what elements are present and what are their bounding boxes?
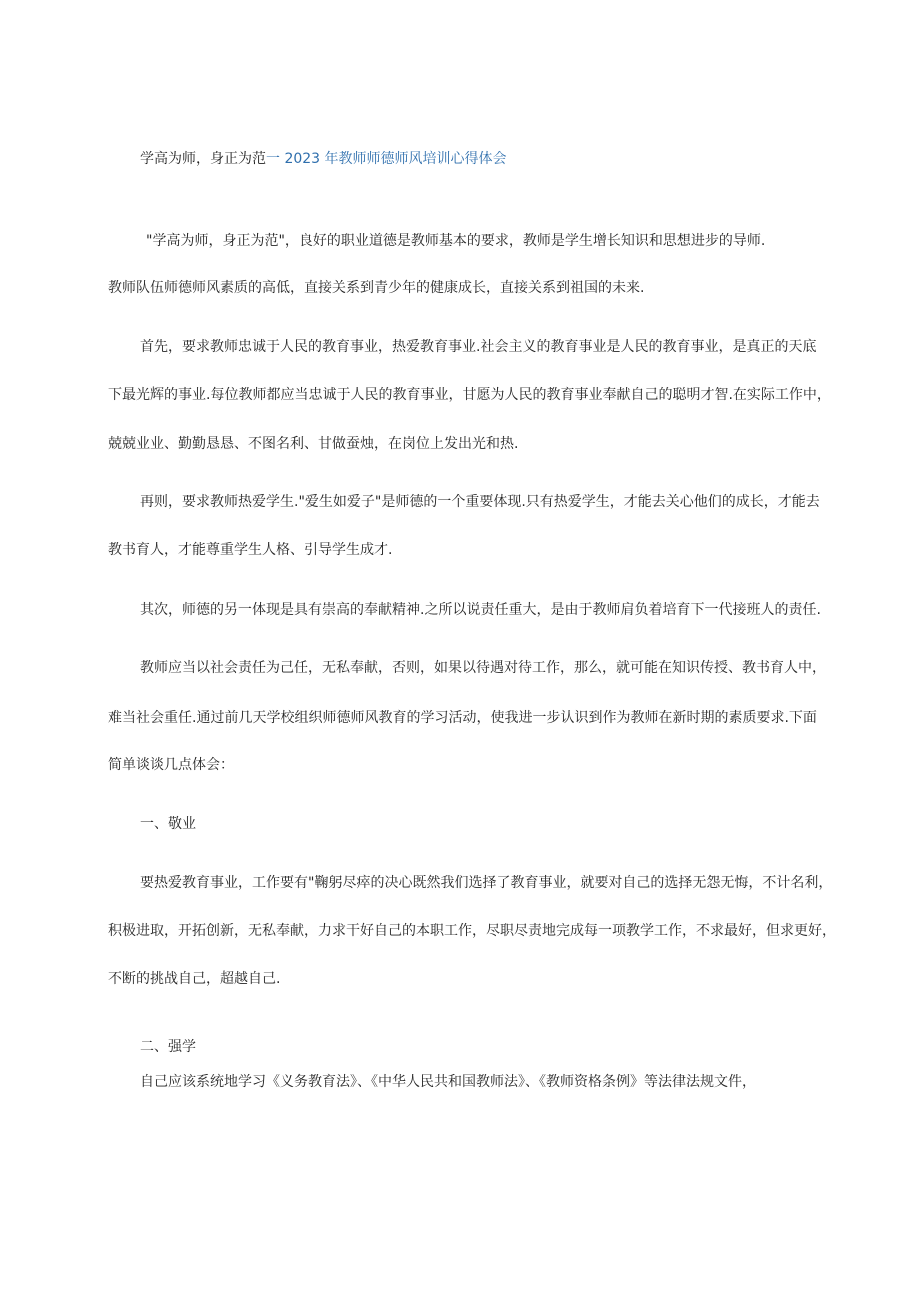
section-1-line-2: 积极进取，开拓创新，无私奉献，力求干好自己的本职工作，尽职尽责地完成每一项教学工作，不求最好，但求更好， (108, 923, 836, 939)
section-1-line-3: 不断的挑战自己，超越自己. (108, 971, 281, 987)
para-fourth-line-1: 教师应当以社会责任为己任，无私奉献，否则，如果以待遇对待工作，那么，就可能在知识传授、教书育人中， (140, 660, 826, 676)
para-second-line-1: 再则，要求教师热爱学生."爱生如爱子"是师德的一个重要体现.只有热爱学生，才能去关心他们的成长，才能去 (140, 494, 820, 510)
para-first-line-3: 兢兢业业、勤勤恳恳、不图名利、甘做蚕烛，在岗位上发出光和热. (108, 436, 519, 452)
intro-line-2: 教师队伍师德师风素质的高低，直接关系到青少年的健康成长，直接关系到祖国的未来. (108, 280, 645, 296)
para-first-line-1: 首先，要求教师忠诚于人民的教育事业，热爱教育事业.社会主义的教育事业是人民的教育事业，是真正的天底 (140, 339, 817, 355)
section-2-heading: 二、强学 (140, 1039, 196, 1055)
document-title (140, 150, 507, 168)
para-third-line-1: 其次，师德的另一体现是具有崇高的奉献精神.之所以说责任重大，是由于教师肩负着培育下一代接班人的责任. (140, 602, 821, 618)
section-1-heading: 一、敬业 (140, 816, 196, 832)
intro-line-1: "学高为师，身正为范"，良好的职业道德是教师基本的要求，教师是学生增长知识和思想进步的导师. (146, 233, 766, 249)
title-suffix: 一 2023 年教师师德师风培训心得体会 (266, 151, 507, 167)
section-2-line-1: 自己应该系统地学习《义务教育法》、《中华人民共和国教师法》、《教师资格条例》等法律法规文件， (140, 1074, 756, 1090)
title-prefix: 学高为师，身正为范 (140, 151, 266, 167)
para-second-line-2: 教书育人，才能尊重学生人格、引导学生成才. (108, 542, 393, 558)
para-fourth-line-2: 难当社会重任.通过前几天学校组织师德师风教育的学习活动，使我进一步认识到作为教师在新时期的素质要求.下面 (108, 710, 817, 726)
para-fourth-line-3: 简单谈谈几点体会： (108, 757, 234, 773)
section-1-line-1: 要热爱教育事业，工作要有"鞠躬尽瘁的决心既然我们选择了教育事业，就要对自己的选择无怨无悔，不计名利， (140, 875, 833, 891)
para-first-line-2: 下最光辉的事业.每位教师都应当忠诚于人民的教育事业，甘愿为人民的教育事业奉献自己的聪明才智.在实际工作中， (108, 387, 831, 403)
